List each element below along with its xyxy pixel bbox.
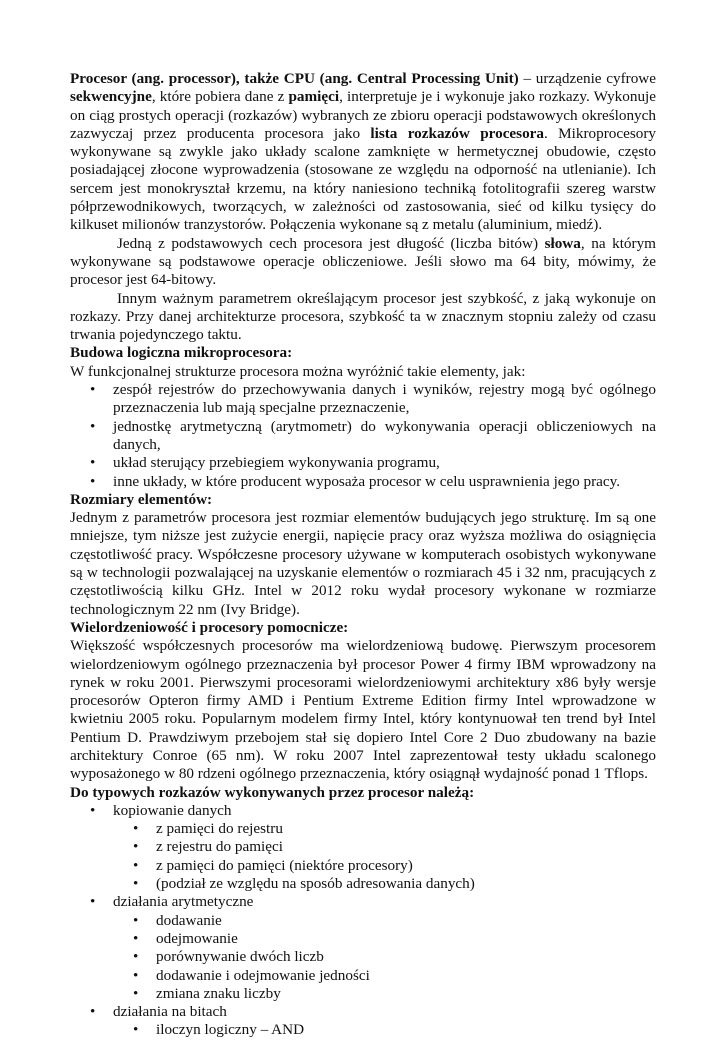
multicore-heading: Wielordzeniowość i procesory pomocnicze:: [70, 618, 349, 636]
word-length-paragraph: Jedną z podstawowych cech procesora jest długość (liczba bitów) słowa, na którym wykonywane są podstawowe operacje obliczeniowe. Jeśli słowo ma 64 bity, mówimy, że procesor jest 64-bitowy.: [70, 234, 656, 289]
sub-list-item: • odejmowanie: [133, 929, 238, 947]
bullet-icon: •: [133, 911, 139, 929]
sub-list-item: • z pamięci do rejestru: [133, 820, 283, 838]
document-page: [70, 70, 656, 1040]
bullet-icon: •: [133, 984, 139, 1002]
bullet-icon: •: [133, 929, 139, 947]
bullet-icon: •: [133, 875, 139, 893]
sub-list-item: • porównywanie dwóch liczb: [133, 948, 324, 966]
sub-list-item: • z pamięci do pamięci (niektóre procesory): [133, 856, 413, 874]
bullet-icon: •: [90, 893, 96, 911]
element-size-heading: Rozmiary elementów:: [70, 490, 213, 508]
sub-list: [70, 1021, 656, 1039]
list-item: • układ sterujący przebiegiem wykonywania programu,: [90, 454, 440, 472]
logical-structure-list: [70, 381, 656, 491]
sub-list-item: • dodawanie: [133, 911, 222, 929]
bullet-icon: •: [90, 417, 96, 435]
bullet-icon: •: [90, 1003, 96, 1021]
bullet-icon: •: [90, 381, 96, 399]
bullet-icon: •: [90, 472, 96, 490]
list-item: • jednostkę arytmetyczną (arytmometr) do wykonywania operacji obliczeniowych na danych,: [90, 417, 656, 453]
sub-list-item: • (podział ze względu na sposób adresowania danych): [133, 875, 475, 893]
instructions-list: [70, 802, 656, 1040]
list-item: • kopiowanie danych • z pamięci do rejestru • z rejestru do pamięci • z pamięci do pamięci (niektóre procesory) • (podział ze względu na sposób adresowania danych): [70, 802, 656, 893]
list-item: • działania arytmetyczne • dodawanie • odejmowanie • porównywanie dwóch liczb • dodawanie i odejmowanie jedności • zmiana znaku liczby: [70, 893, 656, 1003]
speed-paragraph: Innym ważnym parametrem określającym procesor jest szybkość, z jaką wykonuje on rozkazy. Przy danej architekturze procesora, szybkość ta w znacznym stopniu zależy od czasu trwania pojedynczego taktu.: [70, 289, 656, 344]
bullet-icon: •: [90, 801, 96, 819]
bullet-icon: •: [133, 856, 139, 874]
logical-structure-intro: W funkcjonalnej strukturze procesora można wyróżnić takie elementy, jak:: [70, 362, 526, 380]
list-item: • zespół rejestrów do przechowywania danych i wyników, rejestry mogą być ogólnego przeznaczenia lub mają specjalne przeznaczenie,: [90, 381, 656, 417]
logical-structure-heading: Budowa logiczna mikroprocesora:: [70, 344, 293, 362]
bullet-icon: •: [133, 1021, 139, 1039]
instructions-heading: Do typowych rozkazów wykonywanych przez procesor należą:: [70, 783, 475, 801]
bullet-icon: •: [133, 820, 139, 838]
multicore-paragraph: Większość współczesnych procesorów ma wielordzeniową budowę. Pierwszym procesorem wielordzeniowym ogólnego przeznaczenia był procesor Power 4 firmy IBM wprowadzony na rynek w roku 2001. Pierwszymi procesorami wielordzeniowymi architektury x86 były wersje procesorów Opteron firmy AMD i Pentium Extreme Edition firmy Intel wprowadzone w kwietniu 2005 roku. Popularnym modelem firmy Intel, który kontynuował ten trend był Intel Pentium D. Prawdziwym przebojem stał się dopiero Intel Core 2 Duo zbudowany na bazie architektury Conroe (65 nm). W roku 2007 Intel zaprezentował testy układu scalonego wyposażonego w 80 rdzeni ogólnego przeznaczenia, który osiągnął wydajność ponad 1 Tflops.: [70, 637, 656, 783]
bullet-icon: •: [90, 454, 96, 472]
intro-paragraph: Procesor (ang. processor), także CPU (ang. Central Processing Unit) – urządzenie cyfrowe sekwencyjne, które pobiera dane z pamięci, interpretuje je i wykonuje jako rozkazy. Wykonuje on ciąg prostych operacji (rozkazów) wybranych ze zbioru operacji podstawowych określonych zazwyczaj przez producenta procesora jako lista rozkazów procesora. Mikroprocesory wykonywane są zwykle jako układy scalone zamknięte w hermetycznej obudowie, często posiadającej złocone wyprowadzenia (stosowane ze względu na odporność na utlenianie). Ich sercem jest monokryształ krzemu, na który naniesiono techniką fotolitografii szereg warstw półprzewodnikowych, tworzących, w zależności od zastosowania, sieć od kilku tysięcy do kilkuset milionów tranzystorów. Połączenia wykonane są z metalu (aluminium, miedź).: [70, 70, 657, 234]
sub-list-item: • dodawanie i odejmowanie jedności: [133, 966, 370, 984]
sub-list-item: • zmiana znaku liczby: [133, 984, 281, 1002]
list-item: • inne układy, w które producent wyposaża procesor w celu usprawnienia jego pracy.: [90, 472, 621, 490]
bullet-icon: •: [133, 948, 139, 966]
bullet-icon: •: [133, 838, 139, 856]
list-item: • działania na bitach • iloczyn logiczny – AND: [70, 1003, 656, 1040]
sub-list-item: • iloczyn logiczny – AND: [133, 1021, 305, 1039]
sub-list: [70, 820, 656, 893]
sub-list: [70, 912, 656, 1003]
bullet-icon: •: [133, 966, 139, 984]
element-size-paragraph: Jednym z parametrów procesora jest rozmiar elementów budujących jego strukturę. Im są one mniejsze, tym niższe jest zużycie energii, napięcie pracy oraz wyższa możliwa do osiągnięcia częstotliwość pracy. Współczesne procesory używane w komputerach osobistych wykonywane są w technologii pozwalającej na uzyskanie elementów o rozmiarach 45 i 32 nm, pracujących z częstotliwością kilku GHz. Intel w 2012 roku wydał procesory wykonane w rozmiarze technologicznym 22 nm (Ivy Bridge).: [70, 509, 656, 618]
sub-list-item: • z rejestru do pamięci: [133, 838, 283, 856]
